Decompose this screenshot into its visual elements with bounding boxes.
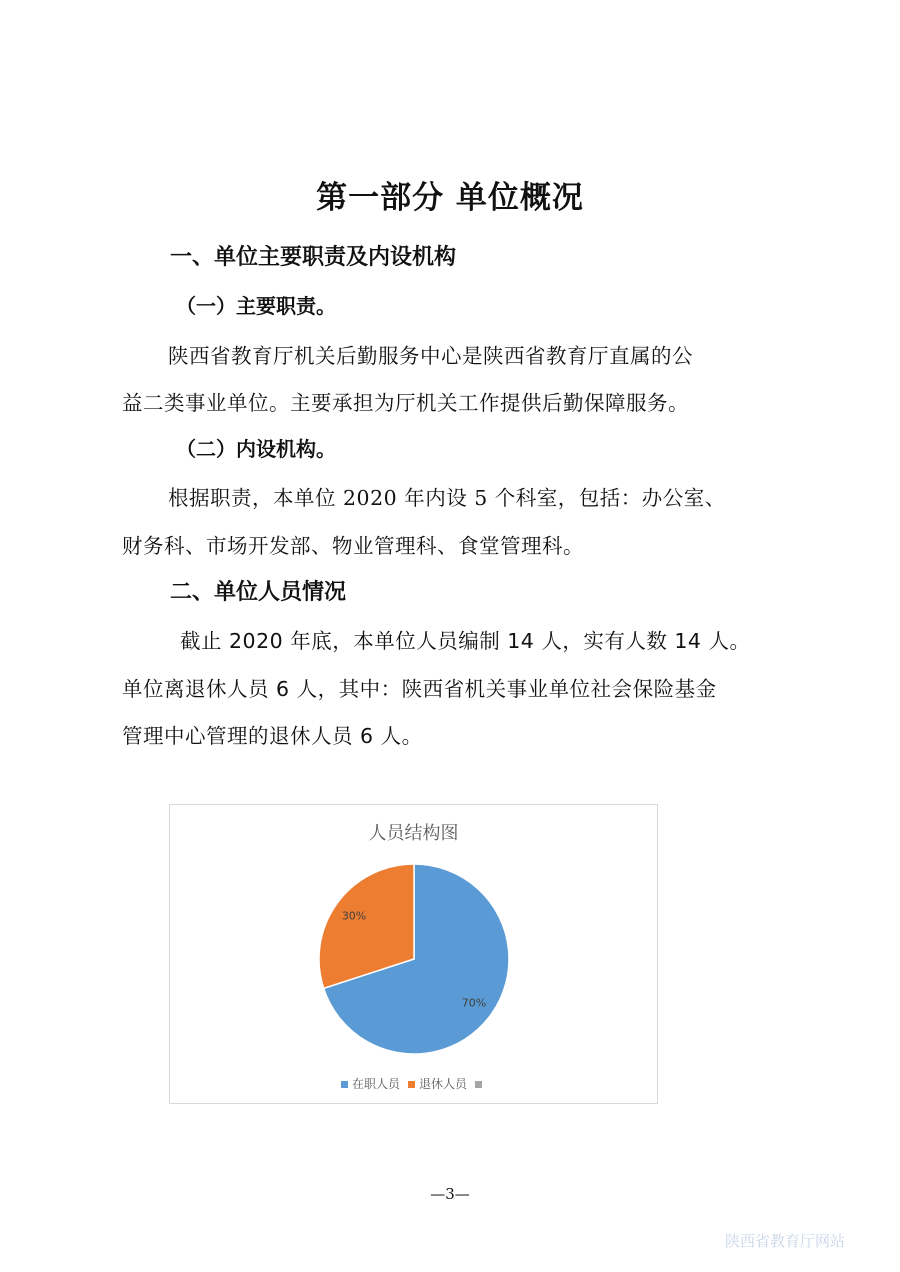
legend-item-2 <box>408 1075 467 1092</box>
sub2-paragraph-line2: 财务科、市场开发部、物业管理科、食堂管理科。 <box>122 534 584 558</box>
chart-legend <box>170 1075 657 1092</box>
legend-label-2: 退休人员 <box>419 1077 468 1091</box>
pie-data-label-2: 30% <box>341 909 367 923</box>
legend-label-1: 在职人员 <box>351 1077 400 1091</box>
page-number: —3— <box>430 1185 470 1203</box>
page-title: 第一部分 单位概况 <box>316 180 584 216</box>
legend-item-1 <box>341 1075 400 1092</box>
legend-swatch-1 <box>341 1081 348 1088</box>
pie-chart <box>169 804 658 1104</box>
watermark: 陕西省教育厅网站 <box>725 1232 846 1250</box>
section2-heading: 二、单位人员情况 <box>170 580 347 605</box>
sub1-heading: （一）主要职责。 <box>176 294 336 318</box>
sub1-paragraph-line1: 陕西省教育厅机关后勤服务中心是陕西省教育厅直属的公 <box>168 344 693 368</box>
section1-heading: 一、单位主要职责及内设机构 <box>170 245 457 270</box>
pie-svg <box>170 805 657 1103</box>
sub1-paragraph-line2: 益二类事业单位。主要承担为厅机关工作提供后勤保障服务。 <box>122 391 689 415</box>
sub2-paragraph-line1: 根据职责，本单位 2020 年内设 5 个科室，包括：办公室、 <box>168 486 726 510</box>
pie-data-label-1: 70% <box>461 996 487 1010</box>
legend-swatch-2 <box>408 1081 415 1088</box>
section2-paragraph-line3: 管理中心管理的退休人员 6 人。 <box>122 724 423 748</box>
section2-paragraph-line1: 截止 2020 年底，本单位人员编制 14 人，实有人数 14 人。 <box>180 629 751 653</box>
legend-item-3 <box>475 1077 486 1091</box>
section2-paragraph-line2: 单位离退休人员 6 人，其中：陕西省机关事业单位社会保险基金 <box>122 677 717 701</box>
legend-swatch-3 <box>475 1081 482 1088</box>
sub2-heading: （二）内设机构。 <box>176 437 336 461</box>
chart-title: 人员结构图 <box>368 823 459 844</box>
